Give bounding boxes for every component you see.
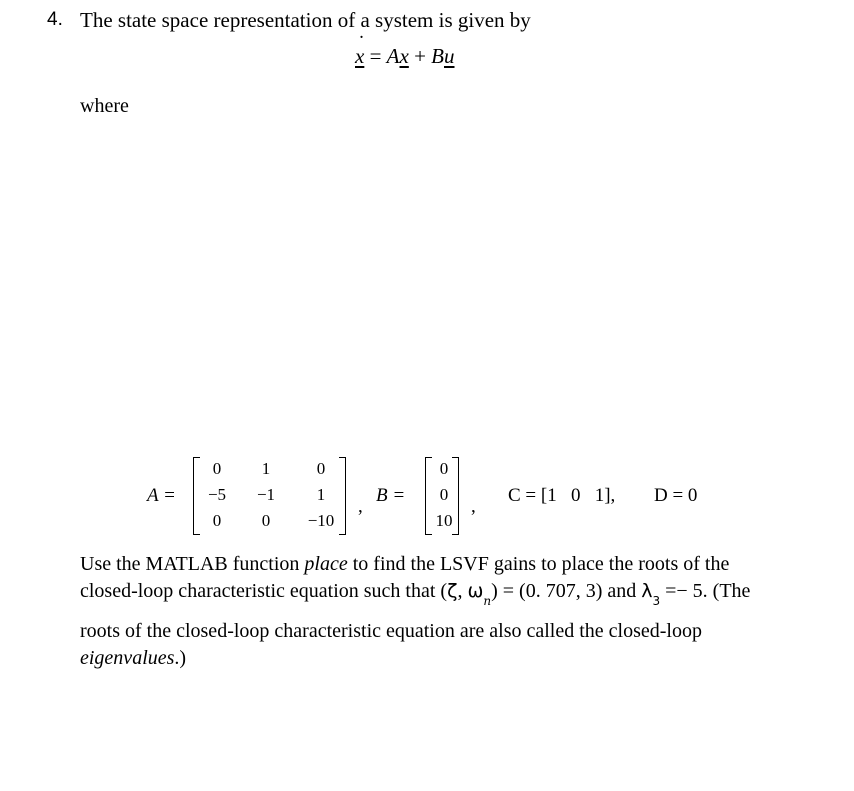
- input-vector: u: [444, 44, 455, 68]
- text-run: .): [174, 647, 187, 669]
- place-function-name: place: [304, 553, 348, 575]
- zeta-symbol: ζ: [447, 580, 458, 602]
- equals-sign: =: [369, 44, 382, 68]
- matrix-a-cell: 0: [212, 459, 222, 478]
- matrix-a: [196, 456, 348, 534]
- matrix-a-cell: 1: [316, 485, 326, 504]
- matrix-b-cell: 0: [439, 485, 449, 504]
- matrix-b-symbol: B: [431, 44, 444, 68]
- matrix-a-symbol: A: [386, 44, 400, 68]
- separator-comma: ,: [358, 496, 363, 517]
- omega-subscript: n: [483, 594, 492, 608]
- lambda-symbol: λ: [641, 580, 653, 602]
- lambda-subscript: 3: [652, 594, 661, 608]
- eigenvalues-term: eigenvalues: [80, 647, 175, 669]
- paragraph-line-4: [80, 647, 186, 670]
- text-run: ) = (0. 707, 3) and: [491, 580, 642, 602]
- matrix-b-label: B =: [376, 485, 406, 506]
- matrix-b-cell: 0: [439, 459, 449, 478]
- text-run: to find the LSVF gains to place the roots of the: [347, 553, 730, 575]
- omega-symbol: ω: [467, 580, 484, 602]
- matrix-b-right-bracket: [452, 457, 459, 535]
- where-label: where: [80, 95, 129, 117]
- matrix-a-cell: 0: [261, 511, 271, 530]
- state-equation: [355, 44, 455, 69]
- text-run: Use the MATLAB function: [80, 553, 305, 575]
- comma: ,: [457, 580, 463, 602]
- matrix-a-cell: 0: [316, 459, 326, 478]
- paragraph-line-1: [80, 553, 729, 576]
- paragraph-line-3: roots of the closed-loop characteristic equation are also called the closed-loop: [80, 620, 702, 642]
- matrix-a-label: A =: [147, 485, 176, 506]
- matrix-a-right-bracket: [339, 457, 346, 535]
- matrix-c-definition: C = [1 0 1],: [508, 485, 616, 506]
- paragraph-line-2: [80, 580, 751, 608]
- question-number: 4.: [47, 9, 63, 30]
- state-derivative: ˙ x: [355, 44, 364, 69]
- separator-comma: ,: [471, 496, 476, 517]
- matrix-a-cell: −1: [256, 485, 276, 504]
- text-run: =− 5. (The: [660, 580, 751, 602]
- question-intro: The state space representation of a system is given by: [80, 8, 531, 32]
- matrix-a-cell: −10: [307, 511, 335, 530]
- matrix-a-cell: 1: [261, 459, 271, 478]
- text-run: closed-loop characteristic equation such that (: [80, 580, 448, 602]
- matrix-a-cell: 0: [212, 511, 222, 530]
- matrix-d-definition: D = 0: [654, 485, 698, 506]
- matrix-a-cell: −5: [207, 485, 227, 504]
- state-vector: x: [399, 44, 409, 68]
- matrix-b-cell: 10: [435, 511, 453, 530]
- plus-sign: +: [414, 44, 426, 68]
